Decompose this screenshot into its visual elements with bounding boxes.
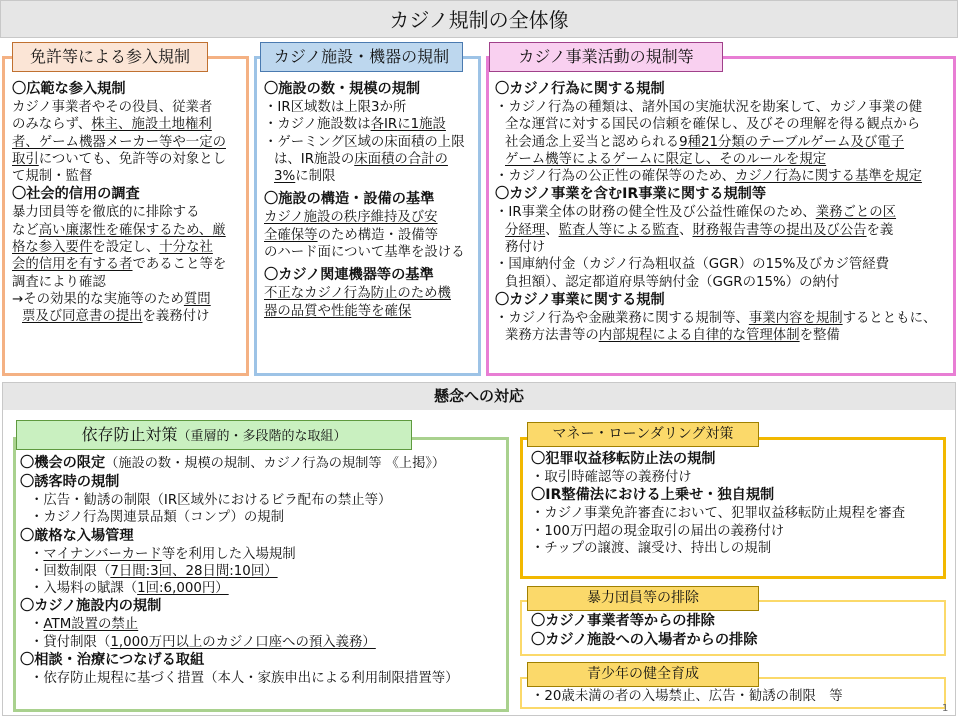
youth-panel-title: 青少年の健全育成 [527, 662, 759, 687]
business-panel-title: カジノ事業活動の規制等 [489, 42, 723, 72]
facility-heading-1: 〇施設の数・規模の規制 [264, 81, 421, 97]
entry-heading-1: 〇広範な参入規制 [12, 81, 126, 97]
gang-heading-1: 〇カジノ事業者等からの排除 [531, 613, 715, 629]
money-heading-2: 〇IR整備法における上乗せ・独自規制 [531, 487, 775, 504]
money-content: 〇犯罪収益移転防止法の規制 ・取引時確認等の義務付け 〇IR整備法における上乗せ・独自規制 ・カジノ事業免許審査において、犯罪収益移転防止規程を審査 ・100万円超の現金取引の届出の義務付け ・チップの譲渡、譲受け、持出しの規制 [531, 450, 941, 557]
business-heading-1: 〇カジノ行為に関する規制 [495, 81, 665, 97]
gang-content [531, 612, 941, 650]
dependence-heading-1: 〇機会の限定（施設の数・規模の規制、カジノ行為の規制等 《上掲》） [20, 455, 446, 471]
gang-panel-title: 暴力団員等の排除 [527, 586, 759, 611]
youth-text: ・20歳未満の者の入場禁止、広告・勧誘の制限 等 [531, 689, 843, 704]
facility-heading-2: 〇施設の構造・設備の基準 [264, 191, 435, 208]
dependence-heading-4: 〇カジノ施設内の規制 [20, 598, 162, 615]
dependence-heading-2: 〇誘客時の規制 [20, 474, 120, 490]
dependence-heading-5: 〇相談・治療につなげる取組 [20, 652, 205, 669]
money-heading-1: 〇犯罪収益移転防止法の規制 [531, 451, 716, 467]
entry-heading-2: 〇社会的信用の調査 [12, 186, 140, 203]
business-heading-2: 〇カジノ事業を含むIR事業に関する規制等 [495, 186, 767, 203]
gang-heading-2: 〇カジノ施設への入場者からの排除 [531, 632, 758, 648]
facility-panel-title: カジノ施設・機器の規制 [260, 42, 463, 72]
dependence-heading-3: 〇厳格な入場管理 [20, 527, 134, 544]
page-number: 1 [942, 703, 949, 714]
entry-content: 〇広範な参入規制 カジノ事業者やその役員、従業者 のみならず、株主、施設土地権利 者、ゲーム機器メーカー等や一定の 取引についても、免許等の対象とし て規制・監督 〇社会的信用の調査 暴力団員等を徹底的に排除する など高い廉潔性を確保するため、厳 格な参入要件を設定し、十分な社 会的信用を有する者であること等を 調査により確認 →その効果的な実施等のため質問 票及び同意書の提出を義務付け [12, 80, 244, 326]
entry-panel-title: 免許等による参入規制 [12, 42, 208, 72]
business-heading-3: 〇カジノ事業に関する規制 [495, 291, 665, 308]
facility-heading-3: 〇カジノ関連機器等の基準 [264, 267, 434, 284]
page-title: カジノ規制の全体像 [0, 0, 958, 38]
facility-content: 〇施設の数・規模の規制 ・IR区域数は上限3か所 ・カジノ施設数は各IRに1施設 ・ゲーミング区域の床面積の上限 は、IR施設の床面積の合計の 3%に制限 〇施設の構造・設備の基準 カジノ施設の秩序維持及び安 全確保等のため構造・設備等 のハード面について基準を設ける 〇カジノ関連機器等の基準 不正なカジノ行為防止のため機 器の品質や性能等を確保 [264, 80, 478, 320]
dependence-panel-title: 依存防止対策（重層的・多段階的な取組） [16, 420, 412, 450]
concern-title: 懸念への対応 [3, 383, 955, 410]
business-content: 〇カジノ行為に関する規制 ・カジノ行為の種類は、諸外国の実施状況を勘案して、カジノ事業の健 全な運営に対する国民の信頼を確保し、及びその理解を得る観点から 社会通念上妥当と認められる9種21分類のテーブルゲーム及び電子 ゲーム機等によるゲームに限定し、そのルールを規定 ・カジノ行為の公正性の確保等のため、カジノ行為に関する基準を規定 〇カジノ事業を含むIR事業に関する規制等 ・IR事業全体の財務の健全性及び公益性確保のため、業務ごとの区 分経理、監査人等による監査、財務報告書等の提出及び公告を義 務付け ・国庫納付金（カジノ行為粗収益（GGR）の15%及びカジ管経費 負担額）、認定都道府県等納付金（GGRの15%）の納付 〇カジノ事業に関する規制 ・カジノ行為や金融業務に関する規制等、事業内容を規制するとともに、 業務方法書等の内部規程による自律的な管理体制を整備 [495, 80, 953, 345]
entry-text: カジノ事業者やその役員、従業者 [12, 100, 213, 115]
money-panel-title: マネー・ローンダリング対策 [527, 422, 759, 447]
dependence-content: 〇機会の限定（施設の数・規模の規制、カジノ行為の規制等 《上掲》） 〇誘客時の規制 ・広告・勧誘の制限（IR区域外におけるビラ配布の禁止等） ・カジノ行為関連景品類（コンプ）の規制 〇厳格な入場管理 ・マイナンバーカード等を利用した入場規制 ・回数制限（7日間:3回、28日間:10回） ・入場料の賦課（1回:6,000円） 〇カジノ施設内の規制 ・ATM設置の禁止 ・貸付制限（1,000万円以上のカジノ口座への預入義務） 〇相談・治療につなげる取組 ・依存防止規程に基づく措置（本人・家族申出による利用制限措置等） [20, 454, 506, 687]
